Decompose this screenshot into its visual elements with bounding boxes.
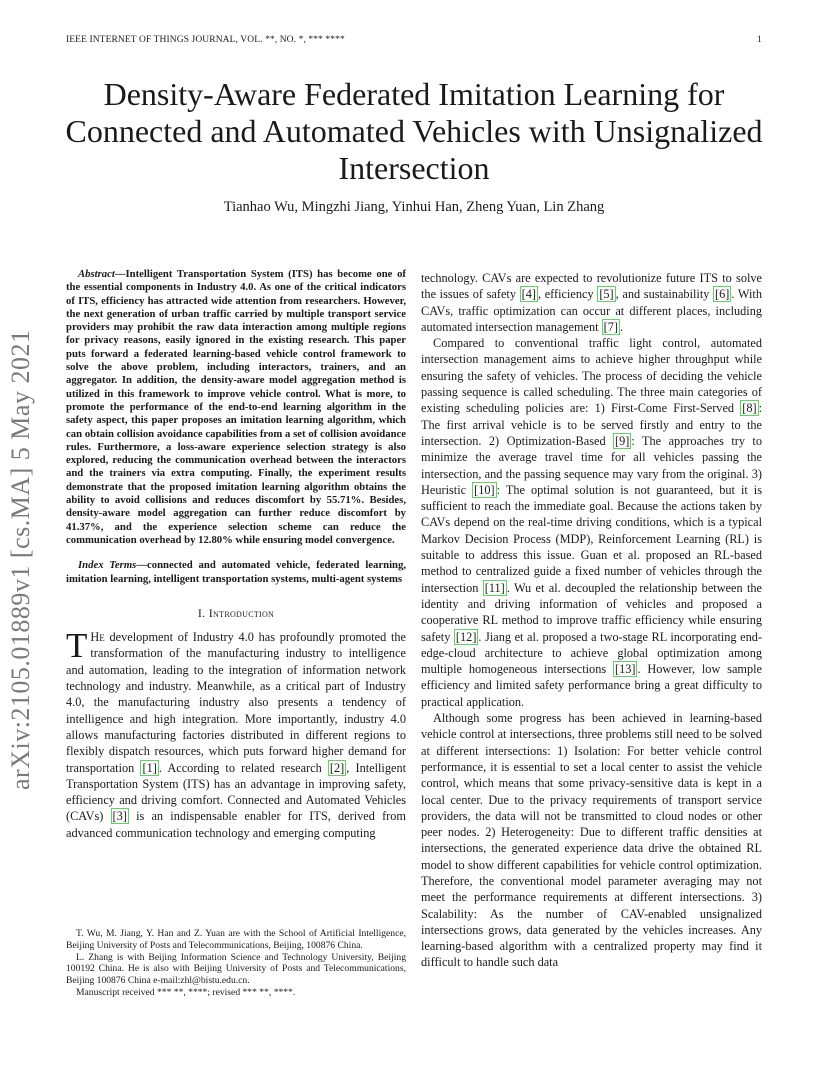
abstract	[66, 268, 406, 547]
intro-text: , Intelligent Transportation System (ITS) has an advantage in improving safety, efficiency and driving comfort. Connected and Automated Vehicles (CAVs)	[66, 760, 407, 824]
intro-text: . Wu et al. decoupled the relationship between the identity and driving information of vehicles and proposed a cooperative RL method to improve traffic efficiency while ensuring safety	[421, 580, 762, 644]
section-number: I.	[197, 605, 206, 620]
intro-text: is an indispensable enabler for ITS, derived from advanced communication technology and emerging computing	[66, 809, 406, 840]
running-header: IEEE INTERNET OF THINGS JOURNAL, VOL. **, NO. *, *** ****	[66, 35, 345, 45]
intro-first-word: He	[90, 630, 105, 645]
section-title: Introduction	[208, 605, 275, 620]
citation-link[interactable]: [9]	[615, 433, 630, 448]
citation-link[interactable]: [6]	[715, 287, 730, 302]
intro-text: development of Industry 4.0 has profoundly promoted the transformation of the manufacturing industry to intelligence and automation, leading to the integration of information network technology and industry. Meanwhile, as a critical part of Industry 4.0, the manufacturing industry also presents a tendency of intelligence and high integration. More importantly, industry 4.0 allows manufacturing factories distributed in different regions to flexibly dispatch resources, which puts forward higher demand for transportation	[66, 630, 406, 775]
index-terms-label: Index Terms	[78, 559, 137, 572]
intro-paragraph-2	[421, 335, 762, 710]
citation-link[interactable]: [13]	[614, 662, 636, 677]
citation-link[interactable]: [4]	[521, 287, 536, 302]
citation-link[interactable]: [10]	[474, 482, 495, 497]
section-heading	[66, 605, 406, 621]
citation-link[interactable]: [5]	[599, 287, 614, 302]
intro-text: , and sustainability	[615, 287, 714, 302]
abstract-text: —Intelligent Transportation System (ITS) has become one of the essential components in Industry 4.0. As one of the critical indicators of ITS, efficiency has attracted wide attention from researchers. However, the next generation of urban traffic carried by multiple transport service providers may prohibit the raw data interaction among multiple regions for privacy reasons, easily ignored in the existing research. This paper puts forward a federated learning-based vehicle control framework to solve the above problem, including interactors, trainers, and an aggregator. In addition, the density-aware model aggregation method is utilized in this framework to improve vehicle control. What is more, to promote the performance of the end-to-end learning algorithm in the safety aspect, this paper proposes an imitation learning algorithm, which can obtain collision avoidance capabilities from a set of collision avoidance rules. Furthermore, a loss-aware experience selection strategy is also explored, reducing the communication overhead between the interactors and the trainers via extra computing. Finally, the experiment results demonstrate that the proposed imitation learning algorithm obtains the ability to avoid collisions and reduces discomfort by 55.71%. Besides, density-aware model aggregation can further reduce discomfort by 41.37%, and the experience selection scheme can reduce the communication overhead by 12.80% while ensuring model convergence.	[66, 268, 406, 546]
abstract-label: Abstract	[78, 268, 115, 280]
intro-text: . According to related research	[158, 760, 328, 775]
footnote-affiliation-1: T. Wu, M. Jiang, Y. Han and Z. Yuan are with the School of Artificial Intelligence, Beijing University of Posts and Telecommunications, Beijing, 100876 China.	[66, 928, 406, 951]
footnote-manuscript: Manuscript received *** **, ****; revised *** **, ****.	[76, 986, 296, 998]
left-column	[66, 268, 406, 841]
index-terms	[66, 559, 406, 586]
citation-link[interactable]: [3]	[112, 809, 127, 824]
intro-paragraph-1-continued	[421, 270, 762, 335]
page-number: 1	[757, 35, 762, 45]
citation-link[interactable]: [7]	[603, 319, 618, 334]
citation-link[interactable]: [11]	[484, 580, 505, 595]
footnote-affiliation-2: L. Zhang is with Beijing Information Science and Technology University, Beijing 100192 China. He is also with Beijing University of Posts and Telecommunications, Beijing 100876 China e-mail:zhl@bistu.edu.cn.	[66, 951, 406, 987]
intro-text: : The approaches try to minimize the average travel time for all vehicles passing the intersection, and the passing sequence may vary from the original. 3) Heuristic	[421, 433, 762, 497]
intro-text: , efficiency	[537, 287, 598, 302]
intro-paragraph-3: Although some progress has been achieved in learning-based vehicle control at intersections, three problems still need to be solved at different intersections: 1) Isolation: For better vehicle control performance, it is essential to set a local center to assist the vehicle control, which means that some privacy-sensitive data is kept in a local center. Due to the privacy requirements of transport service providers, the data will not be transmitted to cloud nodes or other peer nodes. 2) Heterogeneity: Due to different traffic densities at intersections, the generated experience data drive the obtained RL model to show different capabilities for vehicle control optimization. Therefore, the conventional model parameter averaging may not meet the performance requirements at different intersections. 3) Scalability: As the number of CAV-enabled unsignalized intersections grows, data generated by the vehicles increases. Any learning-based algorithm with a centralized property may find it difficult to handle such data	[421, 711, 762, 970]
intro-text: : The first arrival vehicle is to be served firstly and entry to the intersection. 2) Optimization-Based	[421, 401, 762, 448]
intro-text: Compared to conventional traffic light control, automated intersection management aims to achieve higher throughput while ensuring the safety of vehicles. The process of deciding the vehicle passing sequence is called scheduling. The three main categories of existing scheduling policies are: 1) First-Come First-Served	[421, 336, 762, 416]
intro-text: : The optimal solution is not guaranteed, but it is sufficient to reach the immediate goal. Because the actions taken by CAVs depend on the real-time driving conditions, which is a typical Markov Decision Process (MDP), Reinforcement Learning (RL) is suitable to address this issue. Guan et al. proposed an RL-based method to centralized guide a fixed number of vehicles through the intersection	[421, 482, 762, 595]
citation-link[interactable]: [12]	[455, 629, 477, 644]
intro-text: . Jiang et al. proposed a two-stage RL incorporating end-edge-cloud architecture to achieve global optimization among multiple homogeneous intersections	[421, 629, 762, 677]
intro-text: technology. CAVs are expected to revolutionize future ITS to solve the issues of safety	[421, 271, 762, 302]
right-column	[421, 270, 762, 971]
arxiv-identifier[interactable]: arXiv:2105.01889v1 [cs.MA] 5 May 2021	[6, 329, 35, 790]
intro-text: . However, low sample efficiency and limited safety performance bring a great difficulty to practical application.	[421, 662, 762, 709]
citation-link[interactable]: [8]	[742, 401, 757, 416]
author-list: Tianhao Wu, Mingzhi Jiang, Yinhui Han, Zheng Yuan, Lin Zhang	[223, 199, 605, 215]
footnotes	[66, 928, 406, 999]
citation-link[interactable]: [2]	[329, 760, 345, 775]
drop-cap: T	[66, 626, 88, 666]
citation-link[interactable]: [1]	[142, 760, 157, 775]
intro-paragraph-1	[66, 626, 407, 841]
index-terms-text: —connected and automated vehicle, federated learning, imitation learning, intelligent transportation systems, multi-agent systems	[66, 559, 406, 585]
intro-text: . With CAVs, traffic optimization can occur at different places, including automated intersection management	[421, 287, 762, 334]
intro-text: .	[619, 319, 624, 334]
paper-title: Density-Aware Federated Imitation Learning for Connected and Automated Vehicles with Unsignalized Intersection	[65, 76, 763, 186]
